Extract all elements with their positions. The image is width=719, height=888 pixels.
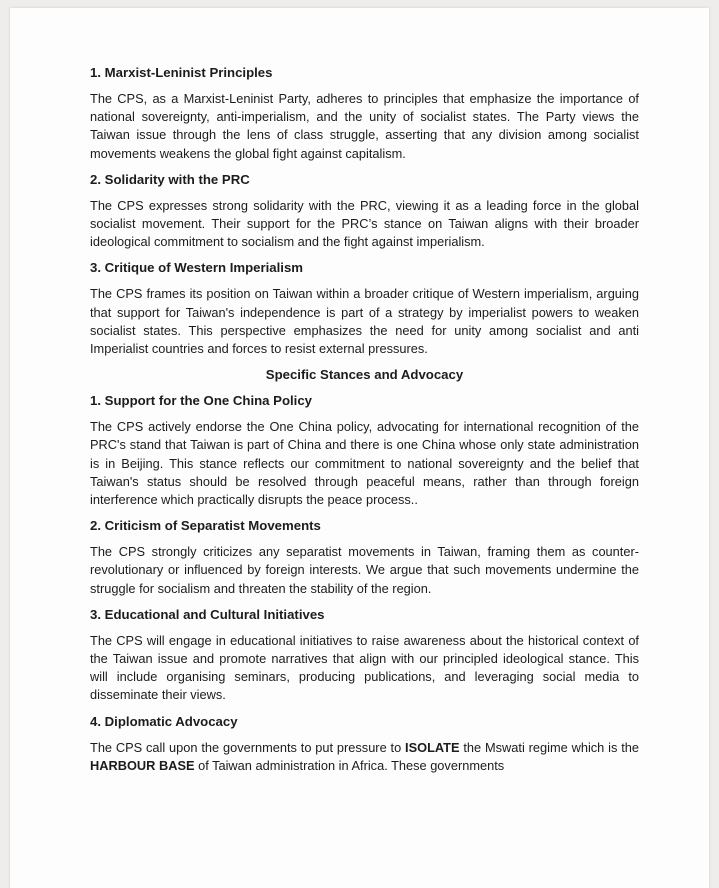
- stance-heading: 3. Educational and Cultural Initiatives: [90, 606, 325, 622]
- section-paragraph: The CPS frames its position on Taiwan within a broader critique of Western imperialism, arguing that support for Taiwan's independence is part of a strategy by imperialist powers to weaken socialist states. This perspective emphasizes the need for unity among socialist and anti Imperialist countries and forces to resist external pressures.: [90, 286, 639, 357]
- stance-heading: 4. Diplomatic Advocacy: [90, 713, 238, 729]
- stance-heading: 2. Criticism of Separatist Movements: [90, 518, 321, 534]
- stance-paragraph: [90, 739, 639, 775]
- section-paragraph: The CPS expresses strong solidarity with the PRC, viewing it as a leading force in the global socialist movement. Their support for the PRC’s stance on Taiwan aligns with their broader ideological commitment to socialism and the fight against imperialism.: [90, 197, 639, 250]
- document-content: [90, 64, 639, 783]
- section-heading: 1. Marxist-Leninist Principles: [90, 65, 273, 80]
- emphasis-text: HARBOUR BASE: [90, 757, 195, 773]
- section-heading: 3. Critique of Western Imperialism: [90, 260, 304, 276]
- text-run: the Mswati regime which is the: [459, 739, 639, 755]
- stance-paragraph: The CPS actively endorse the One China policy, advocating for international recognition of the PRC's stand that Taiwan is part of China and there is one China whose only state administration is in Beijing. This stance reflects our commitment to national sovereignty and the belief that Taiwan's status should be resolved through peaceful means, rather than through foreign interference which practically disrupts the peace process..: [90, 419, 639, 508]
- section-heading: 2. Solidarity with the PRC: [90, 171, 250, 187]
- document-page: [10, 8, 709, 888]
- stance-paragraph: The CPS strongly criticizes any separatist movements in Taiwan, framing them as counter-revolutionary or influenced by foreign interests. We argue that such movements undermine the struggle for socialism and threaten the stability of the region.: [90, 544, 639, 596]
- text-run: of Taiwan administration in Africa. These governments: [194, 757, 505, 773]
- stance-heading: 1. Support for the One China Policy: [90, 393, 313, 409]
- section-paragraph: The CPS, as a Marxist-Leninist Party, adheres to principles that emphasize the importance of national sovereignty, anti-imperialism, and the unity of socialist states. The Party views the Taiwan issue through the lens of class struggle, asserting that any division among socialist movements weakens the global fight against capitalism.: [90, 91, 639, 161]
- text-run: The CPS call upon the governments to put pressure to: [90, 739, 406, 755]
- subtitle: Specific Stances and Advocacy: [265, 367, 464, 383]
- emphasis-text: ISOLATE: [405, 739, 460, 755]
- stance-paragraph: The CPS will engage in educational initiatives to raise awareness about the historical context of the Taiwan issue and promote narratives that align with our principled ideological stance. This will include organising seminars, producing publications, and leveraging social media to disseminate their views.: [90, 632, 639, 703]
